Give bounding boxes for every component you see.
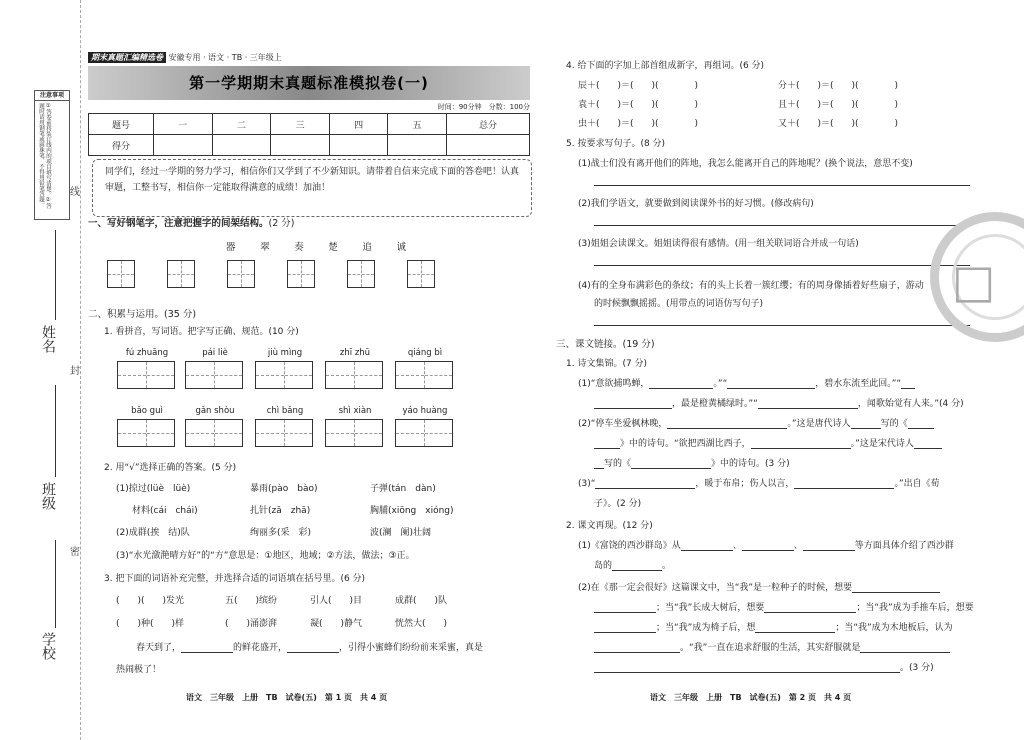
pinyin-answer-box[interactable] bbox=[185, 419, 243, 447]
answer-blank[interactable] bbox=[681, 540, 733, 551]
answer-blank[interactable] bbox=[631, 458, 711, 469]
score-head-cell: 题号 bbox=[89, 114, 154, 135]
answer-blank[interactable] bbox=[914, 438, 942, 449]
answer-line[interactable] bbox=[594, 185, 970, 186]
c1-text-part: 。”这是宋代诗人 bbox=[850, 439, 914, 449]
q2-item[interactable]: 扎针(zā zhā) bbox=[250, 506, 311, 516]
score-row-label: 得分 bbox=[89, 135, 154, 156]
school-line bbox=[55, 540, 56, 628]
answer-line[interactable] bbox=[594, 225, 970, 226]
answer-blank[interactable] bbox=[758, 398, 858, 409]
q3-text: 3. 把下面的词语补充完整，并选择合适的词语填在括号里。(6 分) bbox=[104, 574, 366, 584]
q4-item[interactable]: 袁＋( )＝( )( ) bbox=[578, 100, 699, 110]
q1-text: 1. 看拼音，写词语。把字写正确、规范。(10 分) bbox=[104, 327, 299, 337]
pinyin-label: zhī zhū bbox=[339, 348, 371, 358]
q3-passage-end: 热闹极了！ bbox=[116, 665, 162, 675]
copy-char: 追 bbox=[362, 242, 372, 253]
q4-item[interactable]: 又＋( )＝( )( ) bbox=[778, 119, 899, 129]
c2-text-part: (2)在《那一定会很好》这篇课文中，当“我”是一粒种子的时候，想要 bbox=[578, 583, 853, 593]
c2-line6 bbox=[594, 640, 974, 653]
c1-text-part: ，暖于布帛；伤人以言， bbox=[695, 479, 795, 489]
pinyin-label: qiáng bì bbox=[407, 348, 443, 358]
pinyin-answer-box[interactable] bbox=[185, 361, 243, 389]
q5-s1: (1)战士们没有离开他们的阵地，我怎么能离开自己的阵地呢？(换个说法，意思不变) bbox=[578, 159, 913, 169]
q3-word[interactable]: 凝( )静气 bbox=[310, 619, 363, 629]
score-cell[interactable] bbox=[154, 135, 213, 156]
name-label: 姓名 bbox=[40, 325, 56, 353]
c2-text-part: 、 bbox=[732, 541, 742, 551]
q3-word[interactable]: 成群( )队 bbox=[395, 596, 448, 606]
pinyin-answer-box[interactable] bbox=[325, 419, 383, 447]
answer-blank[interactable] bbox=[594, 458, 604, 469]
footer-left: 语文 三年级 上册 TB 试卷(五) 第 1 页 共 4 页 bbox=[186, 693, 388, 702]
answer-blank[interactable] bbox=[742, 540, 794, 551]
q2-item[interactable]: 波(澜 阑)壮阔 bbox=[370, 528, 432, 538]
score-head-cell: 一 bbox=[154, 114, 213, 135]
c1-text-part: ，碧水东流至此回。”“ bbox=[815, 379, 902, 389]
q3-passage bbox=[136, 640, 516, 653]
c1-text-part: 写的《 bbox=[604, 459, 632, 469]
answer-blank[interactable] bbox=[594, 438, 620, 449]
section-3-score: (19 分) bbox=[622, 339, 655, 350]
section-1-score: (2 分) bbox=[268, 218, 295, 229]
section-3-title bbox=[556, 336, 655, 350]
c2-text-part: ；当“我”成为手推车后，想要 bbox=[856, 603, 974, 613]
c1-text: 1. 诗文集锦。(7 分) bbox=[566, 359, 648, 369]
seal-mark-secret: 密 bbox=[70, 547, 80, 558]
series-name: 期末真题汇编精选卷 bbox=[88, 52, 166, 63]
score-cell[interactable] bbox=[212, 135, 271, 156]
answer-line[interactable] bbox=[594, 265, 970, 266]
q4-item[interactable]: 辰＋( )＝( )( ) bbox=[578, 81, 699, 91]
q2-item[interactable]: (1)掠过(lüè lüè) bbox=[116, 484, 191, 494]
pinyin-answer-box[interactable] bbox=[117, 361, 175, 389]
answer-blank[interactable] bbox=[764, 602, 856, 613]
q3-word[interactable]: 引人( )目 bbox=[310, 596, 363, 606]
q3-passage-text: 的鲜花盛开， bbox=[233, 643, 288, 653]
footer-right: 语文 三年级 上册 TB 试卷(五) 第 2 页 共 4 页 bbox=[650, 693, 852, 702]
score-table-head bbox=[89, 114, 530, 135]
c2-text-part: 岛的 bbox=[594, 561, 613, 571]
c2-line3 bbox=[578, 580, 974, 593]
q5-text: 5. 按要求写句子。(8 分) bbox=[566, 139, 666, 149]
section-1-label: 一、写好钢笔字，注意把握字的间架结构。 bbox=[88, 218, 269, 229]
name-line bbox=[55, 230, 56, 320]
score-table-row bbox=[89, 135, 530, 156]
c1-text-part: 。”“ bbox=[713, 379, 728, 389]
pinyin-label: pái liè bbox=[202, 348, 228, 358]
c1-text-part: (2)“停车坐爱枫林晚， bbox=[578, 419, 668, 429]
c1-text-part: 》中的诗句。(3 分) bbox=[711, 459, 790, 469]
notice-box bbox=[34, 90, 70, 220]
c2-text-part: ；当“我”长成大树后，想要 bbox=[656, 603, 765, 613]
pinyin-answer-box[interactable] bbox=[255, 419, 313, 447]
answer-blank[interactable] bbox=[181, 642, 233, 653]
score-cell[interactable] bbox=[447, 135, 530, 156]
q3-word[interactable]: ( )( )发光 bbox=[116, 596, 185, 606]
answer-blank[interactable] bbox=[594, 662, 900, 673]
score-head-cell: 三 bbox=[271, 114, 330, 135]
q5-s4b: 的时候飘飘摇摇。(用带点的词语仿写句子) bbox=[594, 299, 764, 309]
answer-blank[interactable] bbox=[803, 540, 855, 551]
copy-characters bbox=[226, 239, 406, 253]
q3-word[interactable]: ( )涌澎湃 bbox=[225, 619, 278, 629]
q5-s4a: (4)有的全身布满彩色的条纹；有的头上长着一簇红缨；有的周身像插着好些扇子，游动 bbox=[578, 281, 924, 291]
answer-blank[interactable] bbox=[908, 418, 934, 429]
c1-line5 bbox=[594, 456, 974, 469]
c1-text-part: 》中的诗句。“欲把西湖比西子， bbox=[620, 439, 751, 449]
answer-blank[interactable] bbox=[667, 418, 787, 429]
score-cell[interactable] bbox=[271, 135, 330, 156]
section-2-title bbox=[88, 306, 196, 320]
q4-item[interactable]: 虫＋( )＝( )( ) bbox=[578, 119, 699, 129]
notice-title: 注意事项 bbox=[35, 91, 69, 101]
q2-item[interactable]: 子弹(tán dàn) bbox=[370, 484, 436, 494]
writing-grid[interactable] bbox=[287, 260, 315, 288]
section-2-label: 二、积累与运用。 bbox=[88, 309, 165, 320]
seal-mark-line: 线 bbox=[70, 187, 80, 198]
c2-line7 bbox=[594, 660, 974, 673]
c2-text-part: 。(3 分) bbox=[900, 663, 934, 673]
score-head-cell: 四 bbox=[329, 114, 388, 135]
q2-item[interactable]: (2)成群(挨 结)队 bbox=[116, 528, 190, 538]
answer-blank[interactable] bbox=[594, 622, 656, 633]
copy-char: 奏 bbox=[294, 242, 304, 253]
notice-body: ①答卷前将装订线内的项目填写清楚。②答题时请用钢笔或圆珠笔，不得用铅笔答题。 bbox=[38, 103, 51, 209]
answer-blank[interactable] bbox=[594, 642, 680, 653]
pinyin-label: jiù mìng bbox=[267, 348, 303, 358]
pinyin-answer-box[interactable] bbox=[255, 361, 313, 389]
answer-blank[interactable] bbox=[727, 378, 815, 389]
copy-char: 器 bbox=[226, 242, 236, 253]
c2-text-part: 等方面具体介绍了西沙群 bbox=[854, 541, 954, 551]
q4-item[interactable]: 且＋( )＝( )( ) bbox=[778, 100, 899, 110]
c1-line3 bbox=[578, 416, 974, 429]
writing-grid[interactable] bbox=[107, 260, 135, 288]
writing-grid[interactable] bbox=[167, 260, 195, 288]
pinyin-label: gǎn shòu bbox=[195, 406, 235, 416]
c1-line2 bbox=[594, 396, 974, 409]
score-table bbox=[88, 113, 530, 156]
intro-box: 同学们，经过一学期的努力学习，相信你们又学到了不少新知识。请带着自信来完成下面的答卷吧！认真审题，工整书写，相信你一定能取得满意的成绩！加油！ bbox=[92, 159, 532, 217]
c2-line4 bbox=[594, 600, 974, 613]
answer-blank[interactable] bbox=[594, 602, 656, 613]
score-cell[interactable] bbox=[329, 135, 388, 156]
q5-s2: (2)我们学语文，就要做到阅读课外书的好习惯。(修改病句) bbox=[578, 199, 814, 209]
answer-blank[interactable] bbox=[851, 418, 881, 429]
school-label: 学校 bbox=[40, 632, 56, 660]
c2-line2 bbox=[594, 558, 974, 571]
c2-line1 bbox=[578, 538, 974, 551]
copy-char: 翠 bbox=[260, 242, 270, 253]
answer-blank[interactable] bbox=[852, 582, 940, 593]
c2-text: 2. 课文再现。(12 分) bbox=[566, 521, 653, 531]
q2-item[interactable]: 暴雨(pào bào) bbox=[250, 484, 318, 494]
c1-text-part: (1)“意欲捕鸣蝉， bbox=[578, 379, 650, 389]
q2-item[interactable]: 材料(cái chái) bbox=[132, 506, 198, 516]
q2-text: 2. 用“√”选择正确的答案。(5 分) bbox=[104, 463, 237, 473]
q3-passage-text: 春天到了， bbox=[136, 643, 182, 653]
q3-word[interactable]: 五( )缤纷 bbox=[225, 596, 278, 606]
pinyin-label: chì bǎng bbox=[266, 406, 304, 416]
series-meta: 安徽专用 · 语文 · TB · 三年级上 bbox=[168, 53, 282, 62]
section-3-label: 三、课文链接。 bbox=[556, 339, 623, 350]
score-head-cell: 二 bbox=[212, 114, 271, 135]
answer-blank[interactable] bbox=[594, 398, 672, 409]
time-info: 时间：90分钟 分数：100分 bbox=[437, 103, 530, 111]
q3-word[interactable]: 恍然大( ) bbox=[395, 619, 448, 629]
answer-line[interactable] bbox=[594, 325, 970, 326]
q2-item[interactable]: 绚丽多(采 彩) bbox=[250, 528, 312, 538]
seal-mark-seal: 封 bbox=[70, 366, 80, 377]
c1-text-part: 。”出自《荀 bbox=[894, 479, 940, 489]
q4-text: 4. 给下面的字加上部首组成新字，再组词。(6 分) bbox=[566, 61, 765, 71]
writing-grid[interactable] bbox=[407, 260, 435, 288]
answer-blank[interactable] bbox=[901, 378, 915, 389]
c2-text-part: ；当“我”成为椅子后，想 bbox=[656, 623, 756, 633]
c1-line7: 子》。(2 分) bbox=[594, 499, 642, 509]
c2-line5 bbox=[594, 620, 974, 633]
exam-title: 第一学期期末真题标准模拟卷(一) bbox=[189, 74, 429, 92]
pinyin-label: fú zhuāng bbox=[125, 348, 169, 358]
pinyin-answer-box[interactable] bbox=[117, 419, 175, 447]
class-line bbox=[55, 385, 56, 477]
c1-text-part: (3)“ bbox=[578, 479, 596, 489]
pinyin-answer-box[interactable] bbox=[395, 361, 453, 389]
answer-blank[interactable] bbox=[612, 560, 662, 571]
c1-line1 bbox=[578, 376, 974, 389]
c2-text-part: 。“我”一直在追求舒服的生活，其实舒服就是 bbox=[680, 643, 861, 653]
writing-grid[interactable] bbox=[347, 260, 375, 288]
q3-word[interactable]: ( )种( )样 bbox=[116, 619, 185, 629]
answer-blank[interactable] bbox=[751, 438, 851, 449]
answer-blank[interactable] bbox=[595, 478, 695, 489]
answer-blank[interactable] bbox=[649, 378, 713, 389]
q4-item[interactable]: 分＋( )＝( )( ) bbox=[778, 81, 899, 91]
answer-blank[interactable] bbox=[287, 642, 339, 653]
answer-blank[interactable] bbox=[860, 642, 950, 653]
pinyin-label: shì xiàn bbox=[338, 406, 372, 416]
pinyin-label: yáo huàng bbox=[402, 406, 448, 416]
q3-passage-text: ，引得小蜜蜂们纷纷前来采蜜，真是 bbox=[339, 643, 484, 653]
section-1-title bbox=[88, 215, 295, 229]
c1-text-part: 。”这是唐代诗人 bbox=[787, 419, 851, 429]
copy-char: 楚 bbox=[328, 242, 338, 253]
pinyin-answer-box[interactable] bbox=[325, 361, 383, 389]
series-header bbox=[88, 52, 282, 63]
section-2-score: (35 分) bbox=[164, 309, 197, 320]
pinyin-answer-box[interactable] bbox=[395, 419, 453, 447]
c2-text-part: 、 bbox=[793, 541, 803, 551]
watermark-glyph-icon: □ bbox=[952, 254, 996, 308]
c1-line4 bbox=[594, 436, 974, 449]
answer-blank[interactable] bbox=[755, 622, 835, 633]
score-head-cell: 总分 bbox=[447, 114, 530, 135]
score-cell[interactable] bbox=[388, 135, 447, 156]
q5-s3: (3)姐姐会读课文。姐姐读得很有感情。(用一组关联词语合并成一句话) bbox=[578, 239, 859, 249]
c1-text-part: 写的《 bbox=[880, 419, 908, 429]
class-label: 班级 bbox=[40, 482, 56, 510]
writing-grid[interactable] bbox=[227, 260, 255, 288]
c1-line6 bbox=[578, 476, 974, 489]
c1-text-part: ，最是橙黄橘绿时。”“ bbox=[672, 399, 758, 409]
c2-text-part: 。 bbox=[662, 561, 672, 571]
q2-item[interactable]: 胸脯(xiōng xióng) bbox=[370, 506, 454, 516]
answer-blank[interactable] bbox=[794, 478, 894, 489]
pinyin-label: bǎo guì bbox=[131, 406, 163, 416]
c2-text-part: (1)《富饶的西沙群岛》从 bbox=[578, 541, 681, 551]
score-head-cell: 五 bbox=[388, 114, 447, 135]
c1-text-part: ，闻歌始觉有人来。”(4 分) bbox=[857, 399, 964, 409]
copy-char: 诚 bbox=[396, 242, 406, 253]
c2-text-part: ；当“我”成为木地板后，认为 bbox=[835, 623, 953, 633]
q2-item[interactable]: (3)“水光潋滟晴方好”的“方”意思是：①地区，地域；②方法，做法；③正。 bbox=[116, 551, 415, 561]
